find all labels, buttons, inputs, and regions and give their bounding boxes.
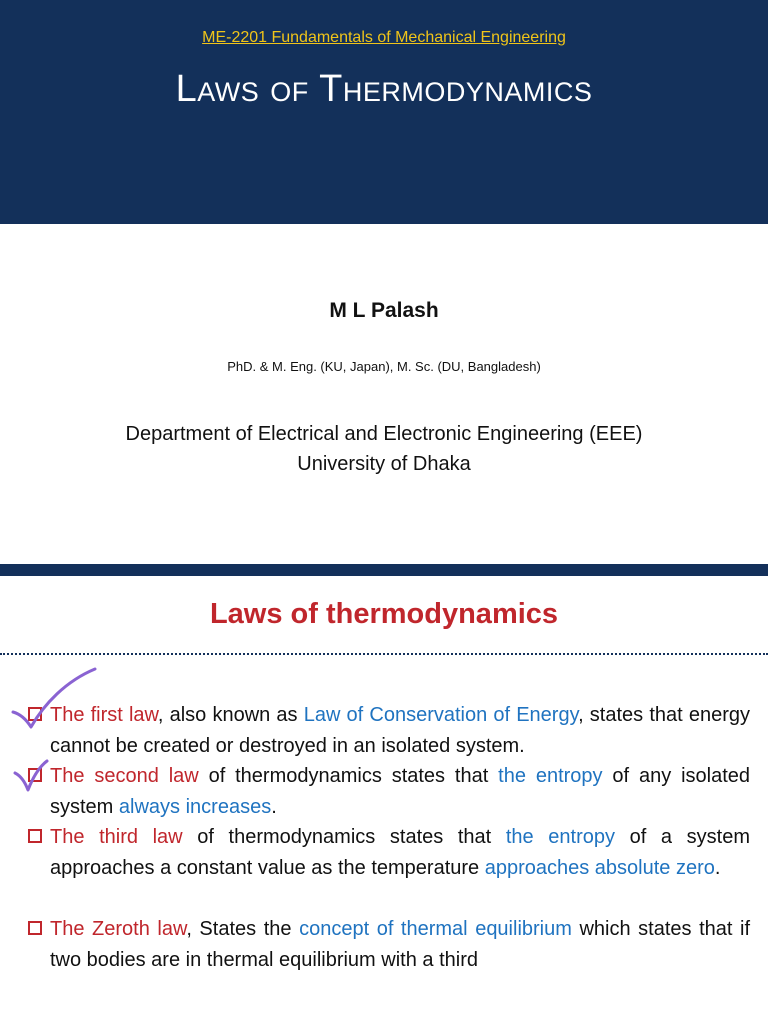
highlight-text: the entropy [505, 826, 615, 848]
title-divider [0, 653, 768, 655]
law-text: of thermodynamics states that [182, 826, 506, 848]
law-name: The Zeroth law [50, 918, 187, 940]
list-item-zeroth-law [20, 914, 750, 975]
list-item-first-law [20, 700, 750, 761]
law-name: The second law [50, 765, 199, 787]
laws-slide [0, 564, 768, 1024]
law-name: The third law [50, 826, 183, 848]
checkbox-bullet-icon [28, 768, 42, 782]
law-text: of thermodynamics states that [198, 765, 499, 787]
affiliation [0, 419, 768, 479]
law-text: of a system approaches a constant value as the temperature [50, 826, 751, 879]
law-text: of any isolated system [50, 765, 751, 818]
law-text: , States the [186, 918, 300, 940]
slide-title: Laws of thermodynamics [209, 598, 559, 630]
highlight-text: approaches absolute zero [484, 856, 715, 879]
highlight-text: the entropy [498, 765, 603, 787]
checkbox-bullet-icon [28, 921, 42, 935]
university-name: University of Dhaka [297, 453, 471, 475]
department-name: Department of Electrical and Electronic Engineering (EEE) [125, 423, 643, 445]
highlight-text: Law of Conservation of Energy [303, 704, 579, 726]
law-text: . [714, 856, 721, 879]
presentation-title: Laws of Thermodynamics [175, 68, 593, 110]
author-name: M L Palash [329, 299, 439, 322]
law-text: . [271, 795, 277, 818]
slide-top-bar [0, 564, 768, 576]
highlight-text: always increases [118, 795, 272, 818]
law-text: , also known as [157, 704, 304, 726]
checkbox-bullet-icon [28, 829, 42, 843]
list-item-second-law [20, 761, 750, 822]
law-name: The first law [50, 704, 158, 726]
list-item-third-law [20, 822, 750, 883]
law-text: , states that energy cannot be created or destroyed in an isolated system. [50, 704, 750, 757]
author-degrees: PhD. & M. Eng. (KU, Japan), M. Sc. (DU, Bangladesh) [227, 359, 541, 374]
highlight-text: concept of thermal equilibrium [299, 918, 572, 940]
laws-list [20, 700, 750, 975]
checkbox-bullet-icon [28, 707, 42, 721]
law-text: which states that if two bodies are in thermal equilibrium with a third [50, 918, 751, 971]
course-name[interactable]: ME-2201 Fundamentals of Mechanical Engineering [202, 29, 566, 46]
title-header-band [0, 0, 768, 224]
